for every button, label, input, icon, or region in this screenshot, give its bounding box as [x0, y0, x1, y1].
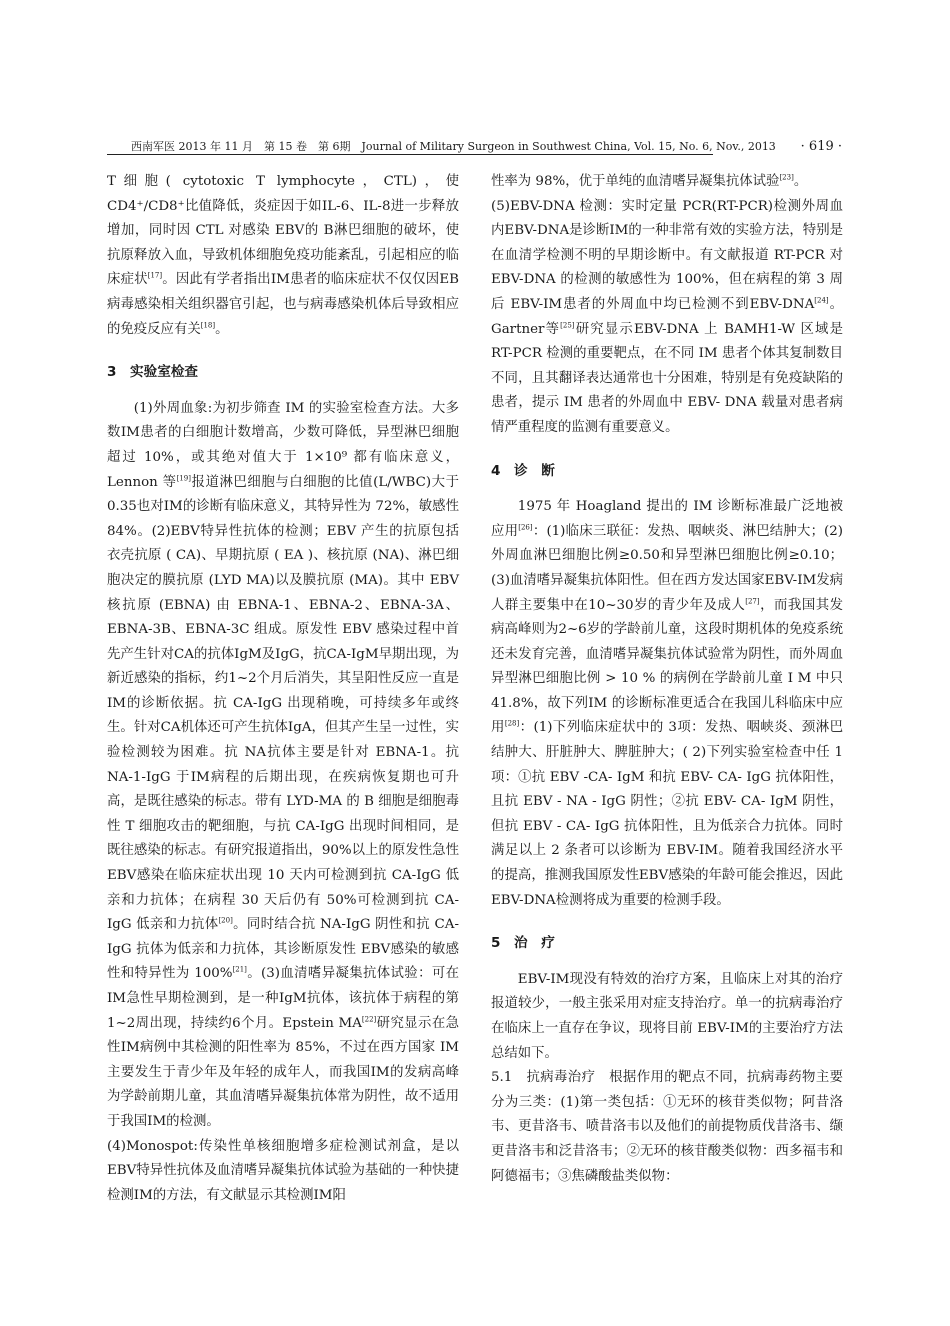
right-column: [491, 170, 843, 1189]
section-heading-lab-tests: 3 实验室检查: [107, 364, 199, 381]
paragraph-antiviral: 5.1 抗病毒治疗 根据作用的靶点不同，抗病毒药物主要分为三类：(1)第一类包括：①无环的核苷类似物；阿昔洛韦、更昔洛韦、喷昔洛韦以及他们的前提物质伐昔洛韦、缬更昔洛韦和泛昔洛韦；②无环的核苷酸类似物：西多福韦和阿德福韦；③焦磷酸盐类似物：: [491, 1070, 843, 1184]
header-rule: [107, 154, 713, 155]
paragraph-ctl-mechanism: T细胞( cytotoxic T lymphocyte，CTL)，使CD4⁺/CD8⁺比值降低，炎症因于如IL-6、IL-8进一步释放增加，同时因 CTL 对感染 EBV的 B淋巴细胞的破坏，使抗原释放入血，导致机体细胞免疫功能紊乱，引起相应的临床症状[17]。因此有学者指出IM患者的临床症状不仅仅因EB病毒感染相关组织器官引起，也与病毒感染机体后导致相应的免疫反应有关[18]。: [107, 174, 460, 337]
page-number: · 619 ·: [800, 139, 842, 154]
paragraph-lab-tests: (1)外周血象:为初步筛查 IM 的实验室检查方法。大多数IM患者的白细胞计数增高，少数可降低，异型淋巴细胞超过 10%，或其绝对值大于 1×10⁹ 都有临床意义，Lennon 等[19]报道淋巴细胞与白细胞的比值(L/WBC)大于0.35也对IM的诊断有临床意义，其特异性为 72%，敏感性 84%。(2)EBV特异性抗体的检测；EBV 产生的抗原包括衣壳抗原 ( CA)、早期抗原 ( EA )、核抗原 (NA)、淋巴细胞决定的膜抗原 (LYD MA)以及膜抗原 (MA)。其中 EBV 核抗原 (EBNA) 由 EBNA-1、EBNA-2、EBNA-3A、EBNA-3B、EBNA-3C 组成。原发性 EBV 感染过程中首先产生针对CA的抗体IgM及IgG，抗CA-IgM早期出现，为新近感染的指标，约1~2个月后消失，其呈阳性反应一直是IM的诊断依据。抗 CA-IgG 出现稍晚，可持续多年或终生。针对CA机体还可产生抗体IgA，但其产生呈一过性，实验检测较为困难。抗 NA抗体主要是针对 EBNA-1。抗 NA-1-IgG 于IM病程的后期出现，在疾病恢复期也可升高，是既往感染的标志。带有 LYD-MA 的 B 细胞是细胞毒性 T 细胞攻击的靶细胞，与抗 CA-IgG 出现时间相同，是既往感染的标志。有研究报道指出，90%以上的原发性急性EBV感染在临床症状出现 10 天内可检测到抗 CA-IgG 低亲和力抗体；在病程 30 天后仍有 50%可检测到抗 CA-IgG 低亲和力抗体[20]。同时结合抗 NA-IgG 阴性和抗 CA-IgG 抗体为低亲和力抗体，其诊断原发性 EBV感染的敏感性和特异性为 100%[21]。(3)血清嗜异凝集抗体试验：可在IM急性早期检测到，是一种IgM抗体，该抗体于病程的第1~2周出现，持续约6个月。Epstein MA[22]研究显示在急性IM病例中其检测的阳性率为 85%，不过在西方国家 IM 主要发生于青少年及年轻的成年人，而我国IM的发病高峰为学龄前期儿童，其血清嗜异凝集抗体常为阴性，故不适用于我国IM的检测。: [107, 400, 459, 1129]
journal-citation: 西南军医 2013 年 11 月 第 15 卷 第 6期 Journal of Military Surgeon in Southwest China, Vol. 15, No. 6, Nov., 2013: [131, 140, 776, 153]
section-heading-diagnosis: 4 诊 断: [491, 462, 555, 479]
paragraph-diagnosis: 1975 年 Hoagland 提出的 IM 诊断标准最广泛地被应用[26]：(1)临床三联征：发热、咽峡炎、淋巴结肿大；(2)外周血淋巴细胞比例≥0.50和异型淋巴细胞比例≥0.10；(3)血清嗜异凝集抗体阳性。但在西方发达国家EBV-IM发病人群主要集中在10~30岁的青少年及成人[27]，而我国其发病高峰则为2~6岁的学龄前儿童，这段时期机体的免疫系统还未发育完善，血清嗜异凝集抗体试验常为阴性，而外周血异型淋巴细胞比例 > 10 % 的病例在学龄前儿童 I M 中只 41.8%，故下列IM 的诊断标准更适合在我国儿科临床中应用[28]：(1)下列临床症状中的 3项：发热、咽峡炎、颈淋巴结肿大、肝脏肿大、脾脏肿大；( 2)下列实验室检查中任 1项：①抗 EBV -CA- IgM 和抗 EBV- CA- IgG 抗体阳性，且抗 EBV - NA - IgG 阴性；②抗 EBV- CA- IgM 阴性，但抗 EBV - CA- IgG 抗体阳性，且为低亲合力抗体。同时满足以上 2 条者可以诊断为 EBV-IM。随着我国经济水平的提高，推测我国原发性EBV感染的年龄可能会推迟，因此EBV-DNA检测将成为重要的检测手段。: [491, 499, 844, 908]
paragraph-treatment: EBV-IM现没有特效的治疗方案，且临床上对其的治疗报道较少，一般主张采用对症支持治疗。单一的抗病毒治疗在临床上一直存在争议，现将目前 EBV-IM的主要治疗方法总结如下。: [491, 971, 843, 1061]
paragraph-ebv-dna: (5)EBV-DNA 检测：实时定量 PCR(RT-PCR)检测外周血内EBV-DNA是诊断IM的一种非常有效的实验方法，特别是在血清学检测不明的早期诊断中。有文献报道 RT-PCR 对 EBV-DNA 的检测的敏感性为 100%，但在病程的第 3 周后 EBV-IM患者的外周血中均已检测不到EBV-DNA[24]。Gartner等[25]研究显示EBV-DNA 上 BAMH1-W 区域是 RT-PCR 检测的重要靶点，在不同 IM 患者个体其复制数目不同，且其翻译表达通常也十分困难，特别是有免疫缺陷的患者，提示 IM 患者的外周血中 EBV- DNA 载量对患者病情严重程度的监测有重要意义。: [491, 198, 844, 435]
left-column: [107, 170, 459, 1208]
section-heading-treatment: 5 治 疗: [491, 935, 555, 952]
paragraph-positive-rate: 性率为 98%，优于单纯的血清嗜异凝集抗体试验[23]。: [491, 173, 808, 189]
paragraph-monospot: (4)Monospot:传染性单核细胞增多症检测试剂盒，是以EBV特异性抗体及血清嗜异凝集抗体试验为基础的一种快捷检测IM的方法，有文献显示其检测IM阳: [107, 1138, 459, 1203]
